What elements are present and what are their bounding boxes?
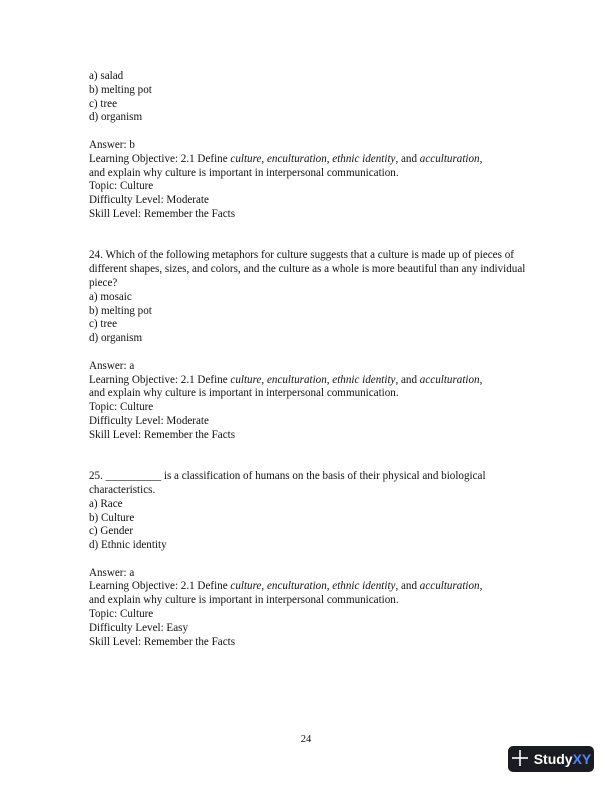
option-a: a) mosaic [89, 290, 132, 303]
learning-objective-continued: and explain why culture is important in interpersonal communication. [89, 387, 399, 400]
option-c: c) tree [89, 97, 118, 110]
topic: Topic: Culture [89, 401, 154, 414]
option-c: c) Gender [89, 525, 134, 538]
answer: Answer: b [89, 138, 135, 151]
question-23-block [89, 70, 529, 222]
option-b: b) melting pot [89, 83, 152, 96]
answer: Answer: a [89, 359, 135, 372]
skill-level: Skill Level: Remember the Facts [89, 635, 236, 648]
answer: Answer: a [89, 566, 135, 579]
difficulty-level: Difficulty Level: Moderate [89, 414, 209, 427]
option-b: b) Culture [89, 511, 135, 524]
option-a: a) salad [89, 70, 124, 82]
difficulty-level: Difficulty Level: Moderate [89, 194, 209, 207]
difficulty-level: Difficulty Level: Easy [89, 621, 188, 634]
topic: Topic: Culture [89, 180, 154, 193]
question-25-block [89, 470, 529, 649]
skill-level: Skill Level: Remember the Facts [89, 428, 236, 441]
learning-objective: Learning Objective: 2.1 Define culture, enculturation, ethnic identity, and acculturation, [89, 373, 483, 386]
option-c: c) tree [89, 318, 118, 331]
question-text: 25. __________ is a classification of humans on the basis of their physical and biological characteristics. [89, 470, 486, 496]
learning-objective-continued: and explain why culture is important in interpersonal communication. [89, 594, 399, 607]
option-b: b) melting pot [89, 304, 152, 317]
studyxy-badge[interactable] [508, 746, 594, 772]
document-body [89, 70, 529, 649]
option-a: a) Race [89, 497, 123, 510]
topic: Topic: Culture [89, 608, 154, 621]
question-24-block [89, 249, 529, 442]
learning-objective: Learning Objective: 2.1 Define culture, enculturation, ethnic identity, and acculturation, [89, 580, 483, 593]
question-text: 24. Which of the following metaphors for culture suggests that a culture is made up of pieces of different shapes, sizes, and colors, and the culture as a whole is more beautiful than any individual piece? [89, 249, 526, 289]
option-d: d) organism [89, 332, 143, 345]
option-d: d) Ethnic identity [89, 539, 167, 552]
learning-objective: Learning Objective: 2.1 Define culture, enculturation, ethnic identity, and acculturation, [89, 152, 483, 165]
option-d: d) organism [89, 111, 143, 124]
brand-name: StudyXY [533, 751, 592, 767]
plus-icon [511, 749, 529, 770]
page-number: 24 [300, 734, 312, 745]
learning-objective-continued: and explain why culture is important in interpersonal communication. [89, 166, 399, 179]
skill-level: Skill Level: Remember the Facts [89, 207, 236, 220]
